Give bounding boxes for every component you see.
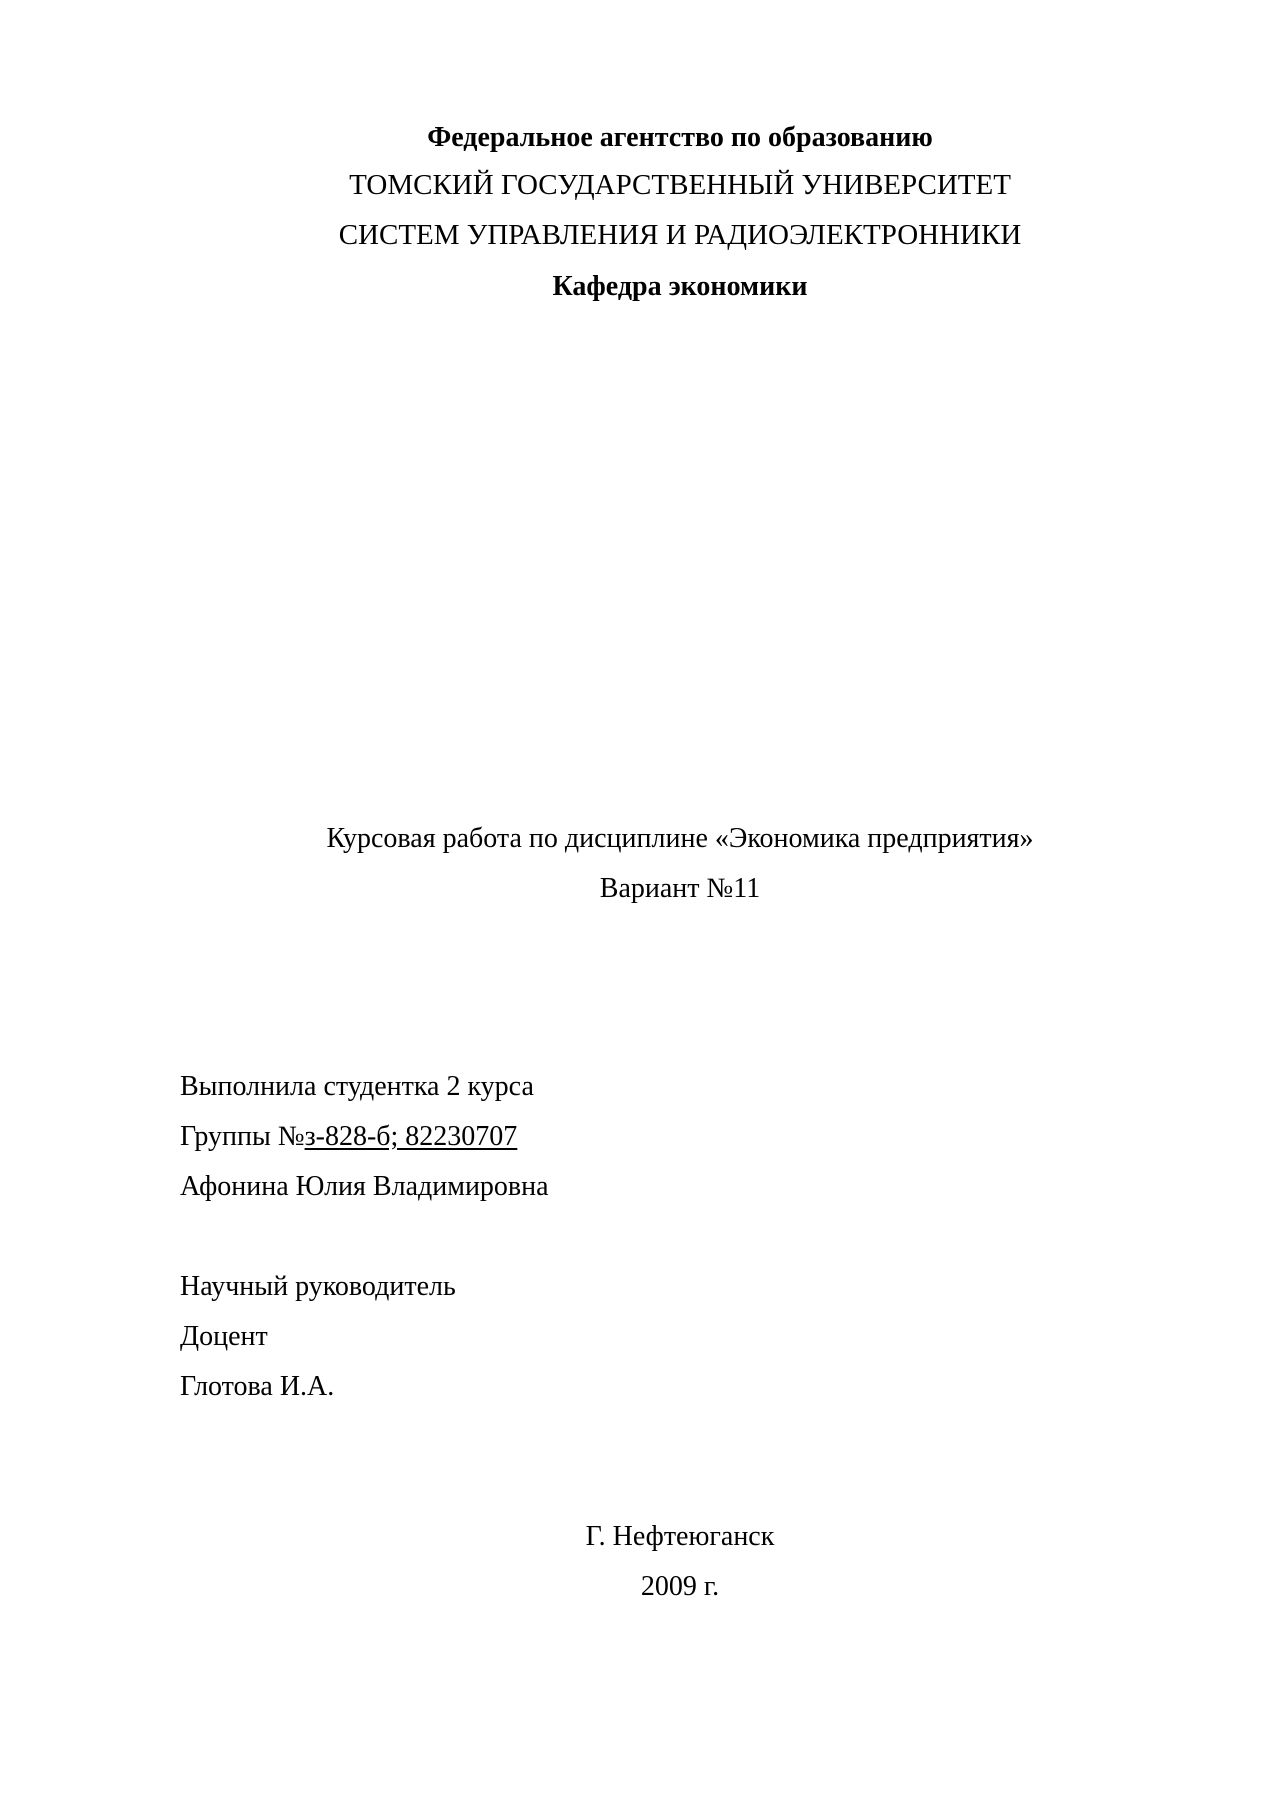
footer-city: Г. Нефтеюганск	[585, 1521, 775, 1552]
university-name-line2: СИСТЕМ УПРАВЛЕНИЯ И РАДИОЭЛЕКТРОННИКИ	[338, 219, 1022, 251]
student-name: Афонина Юлия Владимировна	[180, 1171, 549, 1202]
footer-year: 2009 г.	[640, 1571, 720, 1602]
work-variant: Вариант №11	[599, 873, 761, 904]
student-performed-by: Выполнила студентка 2 курса	[180, 1071, 534, 1102]
supervisor-role: Научный руководитель	[180, 1271, 456, 1302]
university-name-line1: ТОМСКИЙ ГОСУДАРСТВЕННЫЙ УНИВЕРСИТЕТ	[349, 169, 1011, 201]
work-title: Курсовая работа по дисциплине «Экономика предприятия»	[326, 823, 1034, 854]
group-prefix: Группы №	[180, 1121, 305, 1152]
student-group	[180, 1120, 517, 1154]
department-heading: Кафедра экономики	[552, 271, 808, 302]
group-number: з-828-б; 82230707	[304, 1121, 518, 1152]
agency-heading: Федеральное агентство по образованию	[427, 122, 933, 153]
supervisor-name: Глотова И.А.	[180, 1371, 335, 1402]
supervisor-title: Доцент	[180, 1321, 268, 1352]
